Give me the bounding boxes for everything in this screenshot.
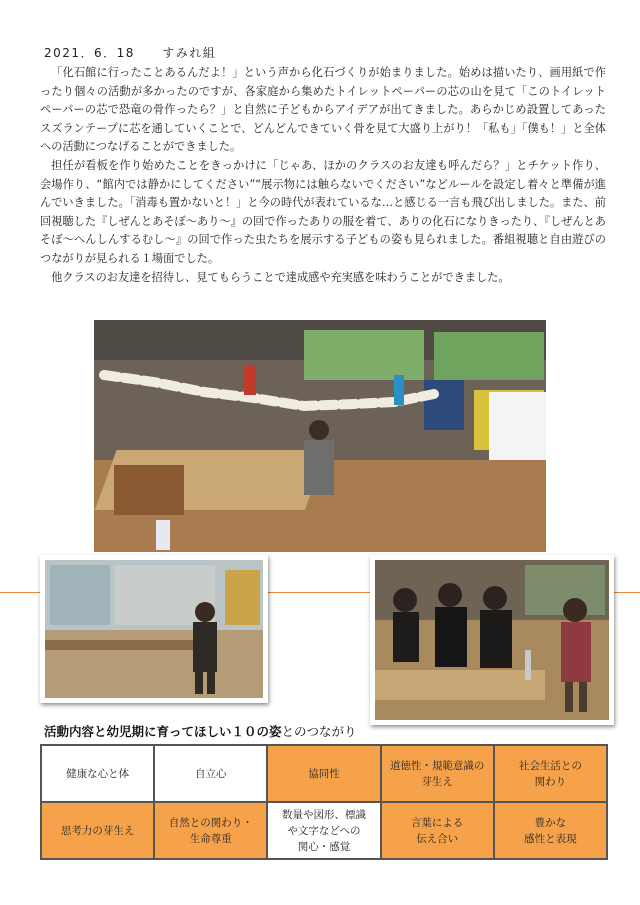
- children-in-ant-costumes-photo: [370, 555, 614, 725]
- table-title-bold: 活動内容と幼児期に育ってほしい１０の姿: [44, 724, 282, 739]
- grid-cell-language: 言葉による 伝え合い: [381, 802, 494, 859]
- paragraph-2: 担任が看板を作り始めたことをきっかけに「じゃあ、ほかのクラスのお友達も呼んだら？」とチケット作り、会場作り、“館内では静かにしてください”“展示物には触らないでください”などルールを設定し着々と準備が進んでいきました。「消毒も置かないと！」と今の時代が表れているな…と感じる一言も飛び出しました。また、前回視聴した『しぜんとあそぼ〜あり〜』の回で作ったありの服を着て、ありの化石になりきったり、『しぜんとあそぼ〜へんしんするむし〜』の回で作った虫たちを展示する子どもの姿も見られました。番組視聴と自由遊びのつながりが見られる１場面でした。: [40, 158, 606, 265]
- grid-cell-numbers-letters: 数量や図形、標識 や文字などへの 関心・感覚: [267, 802, 380, 859]
- classroom-fossil-exhibit-photo: [94, 320, 546, 552]
- window-scene-graphic: [45, 560, 263, 698]
- ten-aspects-grid: [40, 744, 608, 860]
- grid-cell-health: 健康な心と体: [41, 745, 154, 802]
- date-text: 2021．6．18: [44, 46, 135, 60]
- grid-cell-nature: 自然との関わり・ 生命尊重: [154, 802, 267, 859]
- grid-cell-independence: 自立心: [154, 745, 267, 802]
- header-line: [44, 44, 238, 61]
- grid-cell-social-life: 社会生活との 関わり: [494, 745, 607, 802]
- paragraph-1: 「化石館に行ったことあるんだよ！」という声から化石づくりが始まりました。始めは描いたり、画用紙で作ったり個々の活動が多かったのですが、各家庭から集めたトイレットペーパーの芯の山を見て「このトイレットペーパーの芯で恐竜の骨作ったら？」と自然に子どもからアイデアが出てきました。あらかじめ設置してあったスズランテープに芯を通していくことで、どんどんできていく骨を見て大盛り上がり！「私も」「僕も！」と全体への活動につなげることができました。: [40, 66, 606, 154]
- grid-cell-expression: 豊かな 感性と表現: [494, 802, 607, 859]
- grid-cell-thinking: 思考力の芽生え: [41, 802, 154, 859]
- table-title: [44, 722, 357, 740]
- grid-cell-cooperation: 協同性: [267, 745, 380, 802]
- class-name: すみれ組: [162, 46, 217, 60]
- paragraph-3: 他クラスのお友達を招待し、見てもらうことで達成感や充実感を味わうことができました。: [51, 270, 510, 284]
- grid-cell-morality: 道徳性・規範意識の 芽生え: [381, 745, 494, 802]
- ant-costume-scene-graphic: [375, 560, 609, 720]
- child-at-window-photo: [40, 555, 268, 703]
- classroom-scene-graphic: [94, 320, 546, 552]
- body-text: [40, 64, 606, 287]
- table-title-rest: とのつながり: [281, 724, 357, 739]
